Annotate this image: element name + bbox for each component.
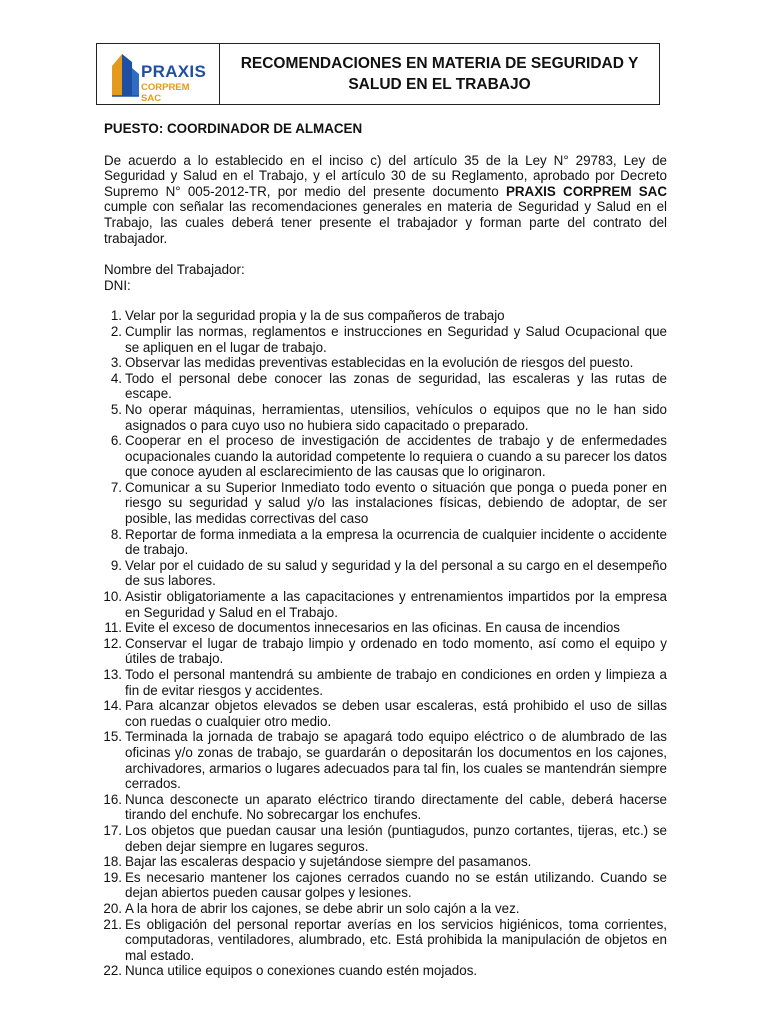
recommendation-item [104,480,667,527]
recommendation-number: 5. [110,401,122,417]
recommendation-number: 17. [103,822,122,838]
worker-fields [104,262,667,293]
recommendation-text: Cumplir las normas, reglamentos e instrucciones en Seguridad y Salud Ocupacional que se apliquen en el lugar de trabajo. [125,323,667,355]
recommendation-item [104,636,667,667]
recommendation-number: 11. [104,620,122,636]
recommendation-text: Evite el exceso de documentos innecesarios en las oficinas. En causa de incendios [125,620,621,636]
recommendation-number: 2. [110,323,122,339]
recommendation-text: Cooperar en el proceso de investigación de accidentes de trabajo y de enfermedades ocupacionales cuando la autoridad competente lo requiera o cuando a su parecer los datos que conoce ayuden al esclarecimiento de las causas que lo originaron. [125,433,667,480]
recommendation-text: Bajar las escaleras despacio y sujetándose siempre del pasamanos. [125,854,532,870]
recommendation-item [104,917,667,964]
recommendation-number: 18. [103,854,122,870]
recommendation-text: Nunca utilice equipos o conexiones cuando estén mojados. [125,963,478,979]
document-title: RECOMENDACIONES EN MATERIA DE SEGURIDAD Y SALUD EN EL TRABAJO [240,55,639,93]
company-name: PRAXIS CORPREM SAC [505,183,667,199]
recommendation-text: Es obligación del personal reportar averías en los servicios higiénicos, toma corrientes, computadoras, ventiladores, alumbrado, etc. Está prohibida la manipulación de objetos en mal estado. [125,916,667,963]
recommendation-item [104,870,667,901]
dni-label: DNI: [104,277,131,293]
recommendation-number: 6. [110,433,122,449]
intro-paragraph [104,153,667,247]
recommendation-number: 12. [103,635,122,651]
recommendation-item [104,324,667,355]
document-header [96,43,660,105]
recommendation-item [104,729,667,791]
recommendation-number: 1. [110,308,122,324]
recommendation-item [104,901,667,917]
recommendation-number: 20. [103,900,122,916]
recommendation-number: 21. [103,916,122,932]
worker-name-label: Nombre del Trabajador: [104,262,245,278]
recommendation-number: 9. [110,557,122,573]
recommendation-item [104,527,667,558]
recommendation-item [104,667,667,698]
recommendation-item [104,854,667,870]
recommendation-number: 16. [103,791,122,807]
recommendation-item [104,433,667,480]
recommendation-number: 4. [110,370,122,386]
recommendations-list [104,308,667,979]
company-logo [108,50,208,104]
recommendation-item [104,308,667,324]
recommendation-item [104,402,667,433]
recommendation-item [104,963,667,979]
recommendation-text: Observar las medidas preventivas establecidas en la evolución de riesgos del puesto. [125,355,634,371]
recommendation-text: Todo el personal mantendrá su ambiente de trabajo en condiciones en orden y limpieza a fin de evitar riesgos y accidentes. [125,667,667,698]
position-title: PUESTO: COORDINADOR DE ALMACEN [104,121,363,136]
recommendation-text: Conservar el lugar de trabajo limpio y ordenado en todo momento, así como el equipo y útiles de trabajo. [125,635,667,667]
logo-brand: PRAXIS [141,62,207,81]
intro-text-2: cumple con señalar las recomendaciones generales en materia de Seguridad y Salud en el Trabajo, las cuales deberá tener presente el trabajador y forman parte del contrato del trabajador. [104,199,667,246]
recommendation-text: Reportar de forma inmediata a la empresa la ocurrencia de cualquier incidente o accidente de trabajo. [125,526,667,558]
recommendation-text: Comunicar a su Superior Inmediato todo evento o situación que ponga o pueda poner en riesgo su seguridad y salud y/o las instalaciones físicas, debiendo de adoptar, de ser posible, las medidas correctivas del caso [125,479,667,527]
recommendation-text: Velar por la seguridad propia y la de sus compañeros de trabajo [125,308,505,324]
recommendation-item [104,355,667,371]
recommendation-text: Nunca desconecte un aparato eléctrico tirando directamente del cable, deberá hacerse tirando del enchufe. No sobrecargar los enchufes. [125,791,667,823]
recommendation-number: 15. [103,729,122,745]
logo-subtitle: CORPREM SAC [141,82,190,104]
recommendation-number: 14. [103,698,122,714]
recommendation-number: 10. [103,589,122,605]
recommendation-number: 8. [110,526,122,542]
recommendation-text: Velar por el cuidado de su salud y seguridad y la del personal a su cargo en el desempeño de sus labores. [125,557,667,589]
recommendation-number: 7. [110,479,122,495]
recommendation-number: 19. [103,869,122,885]
recommendation-number: 3. [110,355,122,371]
recommendation-number: 13. [103,667,122,682]
recommendation-text: Asistir obligatoriamente a las capacitaciones y entrenamientos impartidos por la empresa en Seguridad y Salud en el Trabajo. [125,589,667,620]
recommendation-text: Es necesario mantener los cajones cerrados cuando no se están utilizando. Cuando se dejan abiertos pueden causar golpes y lesiones. [125,869,667,901]
recommendation-text: Terminada la jornada de trabajo se apagará todo equipo eléctrico o de alumbrado de las oficinas y/o zonas de trabajo, se guardarán o depositarán los documentos en los cajones, archivadores, armarios o lugares adecuados para tal fin, los cuales se mantendrán siempre cerrados. [125,729,667,792]
document-body [104,121,667,979]
recommendation-number: 22. [103,963,122,979]
recommendation-text: Para alcanzar objetos elevados se deben usar escaleras, está prohibido el uso de sillas con ruedas o cualquier otro medio. [125,698,667,729]
recommendation-text: Los objetos que puedan causar una lesión (puntiagudos, punzo cortantes, tijeras, etc.) se deben dejar siempre en lugares seguros. [125,822,667,854]
recommendation-item [104,792,667,823]
recommendation-item [104,620,667,636]
recommendation-text: A la hora de abrir los cajones, se debe abrir un solo cajón a la vez. [125,900,520,916]
recommendation-item [104,698,667,729]
intro-text-1: De acuerdo a lo establecido en el inciso c) del artículo 35 de la Ley N° 29783, Ley de Seguridad y Salud en el Trabajo, y el artículo 30 de su Reglamento, aprobado por Decreto Supremo N° 005-2012-TR, por medio del presente documento [104,152,667,199]
recommendation-item [104,823,667,854]
recommendation-text: No operar máquinas, herramientas, utensilios, vehículos o equipos que no le han sido asignados o para cuyo uso no hubiera sido capacitado o preparado. [125,401,667,433]
logo-cell [97,44,220,104]
recommendation-item [104,558,667,589]
recommendation-item [104,371,667,402]
recommendation-text: Todo el personal debe conocer las zonas de seguridad, las escaleras y las rutas de escape. [125,370,667,402]
recommendation-item [104,589,667,620]
